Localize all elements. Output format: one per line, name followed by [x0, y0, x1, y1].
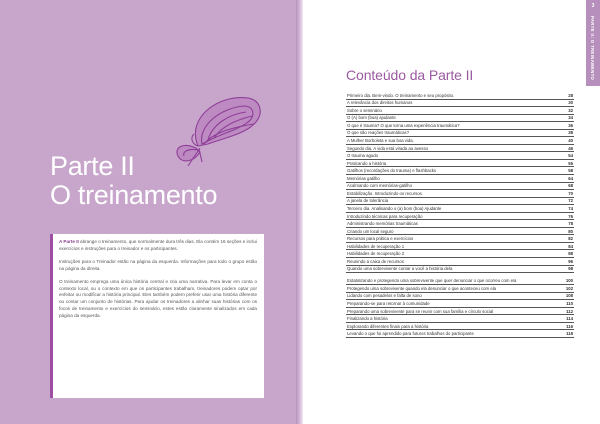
toc-row [346, 330, 574, 338]
toc-title: Conteúdo da Parte II [346, 67, 474, 83]
toc-entry-page: 54 [568, 153, 573, 159]
part-title [50, 152, 217, 210]
toc-entry-title: Introduzindo técnicas para recuperação [347, 213, 423, 219]
toc-row [346, 152, 574, 160]
toc-entry-title: O (A) bom (boa) ajudante [347, 115, 396, 121]
toc-entry-page: 108 [565, 293, 573, 299]
toc-entry-title: Estabilizando e protegendo uma sobrevivente que quer denunciar o que ocorreu com ela [347, 278, 517, 283]
intro-paragraph-1 [59, 239, 257, 253]
toc-row [346, 266, 574, 274]
intro-box-accent-bar [50, 234, 53, 398]
toc-entry-page: 98 [568, 266, 573, 272]
toc-entry-page: 28 [568, 92, 573, 98]
toc-entry-page: 84 [568, 243, 573, 249]
toc-entry-page: 118 [566, 331, 573, 337]
toc-row [346, 285, 574, 293]
toc-entry-title: Acalmando com memórias-gatilho [347, 183, 412, 189]
toc-entry-page: 40 [568, 138, 573, 144]
toc-entry-title: Finalizando a história [347, 316, 388, 322]
toc-entry-title: Segundo dia. A vida está virada ao avesso [347, 145, 428, 151]
section-tab [586, 0, 600, 86]
toc-row [346, 145, 574, 153]
toc-entry-title: A relevância dos direitos humanos [347, 100, 413, 106]
toc-entry-page: 58 [568, 168, 573, 174]
toc-row [346, 308, 574, 316]
toc-entry-title: Preparando-se para retornar à comunidade [347, 300, 430, 306]
toc-row [346, 160, 574, 168]
toc-row [346, 323, 574, 331]
toc-entry-title: Praticando a história [347, 160, 387, 166]
toc-entry-page: 68 [568, 183, 573, 189]
toc-entry-title: Levando o que foi aprendido para futuros trabalhos do participante [347, 331, 474, 337]
toc-entry-title: Habilidades de recuperação 1 [347, 243, 405, 249]
toc-entry-title: Preparando uma sobrevivente para se reunir com sua família e círculo social [347, 308, 494, 314]
toc-entry-page: 100 [565, 278, 573, 284]
toc-row [346, 315, 574, 323]
toc-entry-title: Quando uma sobrevivente contar a você a história dela [347, 266, 453, 272]
toc-entry-page: 76 [568, 213, 573, 219]
toc-entry-title: Recursos para prática e exercícios [347, 236, 414, 242]
toc-row [346, 107, 574, 115]
toc-row [346, 228, 574, 236]
toc-row [346, 115, 574, 123]
toc-entry-page: 70 [568, 190, 573, 196]
intro-paragraph-3: O treinamento emprega uma única história central e cria uma narrativa. Para levar em conta o contexto local, ou o contexto em que os participantes trabalham, treinadores podem optar por enfeitar ou modificar a história principal. Eles também podem preferir usar uma história diferente ou contar um conjunto de histórias. Para ajudar os treinadores a alinhar suas histórias com os focos de treinamento e exercícios do seminário, estes estão claramente sinalizados em cada página da esquerda. [59, 278, 257, 319]
toc-row [346, 235, 574, 243]
intro-lead: A Parte II [59, 239, 79, 244]
toc-entry-page: 116 [566, 323, 573, 329]
toc-entry-page: 55 [568, 160, 573, 166]
toc-entry-title: Administrando memórias traumáticas [347, 221, 418, 227]
toc-entry-title: Explorando diferentes finais para a história [347, 323, 429, 329]
toc-row [346, 175, 574, 183]
toc-row [346, 183, 574, 191]
toc-row [346, 198, 574, 206]
toc-row [346, 92, 574, 100]
toc-entry-page: 88 [568, 251, 573, 257]
toc-entry-title: A janela de tolerância [347, 198, 389, 204]
table-of-contents [346, 92, 574, 338]
toc-entry-title: Memórias gatilho [347, 175, 380, 181]
toc-row [346, 130, 574, 138]
toc-row [346, 243, 574, 251]
toc-row [346, 100, 574, 108]
toc-entry-page: 102 [565, 285, 573, 291]
toc-entry-page: 46 [568, 145, 573, 151]
toc-entry-title: Protegendo uma sobrevivente quando ela denunciar o que aconteceu com ela [347, 285, 497, 291]
intro-box [50, 234, 264, 398]
toc-entry-title: Reunindo a caixa de recursos [347, 258, 404, 264]
toc-row [346, 273, 574, 285]
toc-entry-title: Lidando com pesadelos e falta de sono [347, 293, 422, 299]
toc-entry-page: 78 [568, 221, 573, 227]
toc-entry-title: Terceiro dia. Analisando o (a) bom (boa) Ajudante [347, 205, 442, 211]
toc-entry-page: 110 [566, 300, 573, 306]
toc-entry-page: 82 [568, 236, 573, 242]
toc-entry-title: A Mulher Borboleta e sua boa vida. [347, 138, 414, 144]
part-title-line2: O treinamento [50, 180, 218, 210]
toc-entry-title: Habilidades de recuperação 2 [347, 251, 405, 257]
toc-entry-page: 112 [566, 308, 573, 314]
toc-row [346, 220, 574, 228]
section-tab-label: PARTE II: O TREINAMENTO [590, 16, 595, 81]
toc-row [346, 122, 574, 130]
intro-paragraph-1-text: abrange o treinamento, que normalmente dura três dias. Ela contém 16 seções e inclui exercícios e instruções para o treinador e os participantes. [59, 239, 257, 251]
toc-entry-page: 34 [568, 115, 573, 121]
toc-row [346, 250, 574, 258]
toc-entry-title: Criando um local seguro [347, 228, 394, 234]
toc-entry-page: 32 [568, 107, 573, 113]
toc-entry-title: O que são reações traumáticas? [347, 130, 410, 136]
toc-row [346, 300, 574, 308]
toc-entry-title: Primeiro dia. Bem-vindo. O treinamento e seu propósito. [347, 92, 455, 98]
part-title-line1: Parte II [50, 151, 135, 181]
section-tab-number: 3 [591, 3, 595, 9]
toc-row [346, 137, 574, 145]
toc-entry-page: 64 [568, 175, 573, 181]
toc-entry-page: 114 [566, 316, 573, 322]
toc-entry-title: Sobre o seminário [347, 107, 382, 113]
toc-row [346, 205, 574, 213]
toc-entry-page: 80 [568, 228, 573, 234]
right-page [303, 0, 600, 424]
intro-paragraph-2: Instruções para o Treinador estão na página da esquerda. Informações para todo o grupo estão na página da direita. [59, 258, 257, 271]
toc-row [346, 213, 574, 221]
toc-entry-page: 74 [568, 205, 573, 211]
toc-entry-page: 30 [568, 100, 573, 106]
toc-row [346, 293, 574, 301]
toc-entry-page: 72 [568, 198, 573, 204]
toc-entry-title: Estabilização. Introduzindo os recursos. [347, 190, 423, 196]
toc-entry-title: Gatilhos (recordações do trauma) e flashbacks [347, 168, 437, 174]
toc-entry-title: O trauma agudo [347, 153, 379, 159]
toc-row [346, 258, 574, 266]
toc-entry-page: 96 [568, 258, 573, 264]
toc-entry-page: 38 [568, 130, 573, 136]
toc-entry-title: O que é trauma? O que torna uma experiência traumática? [347, 122, 460, 128]
toc-row [346, 190, 574, 198]
toc-row [346, 167, 574, 175]
toc-entry-page: 36 [568, 122, 573, 128]
